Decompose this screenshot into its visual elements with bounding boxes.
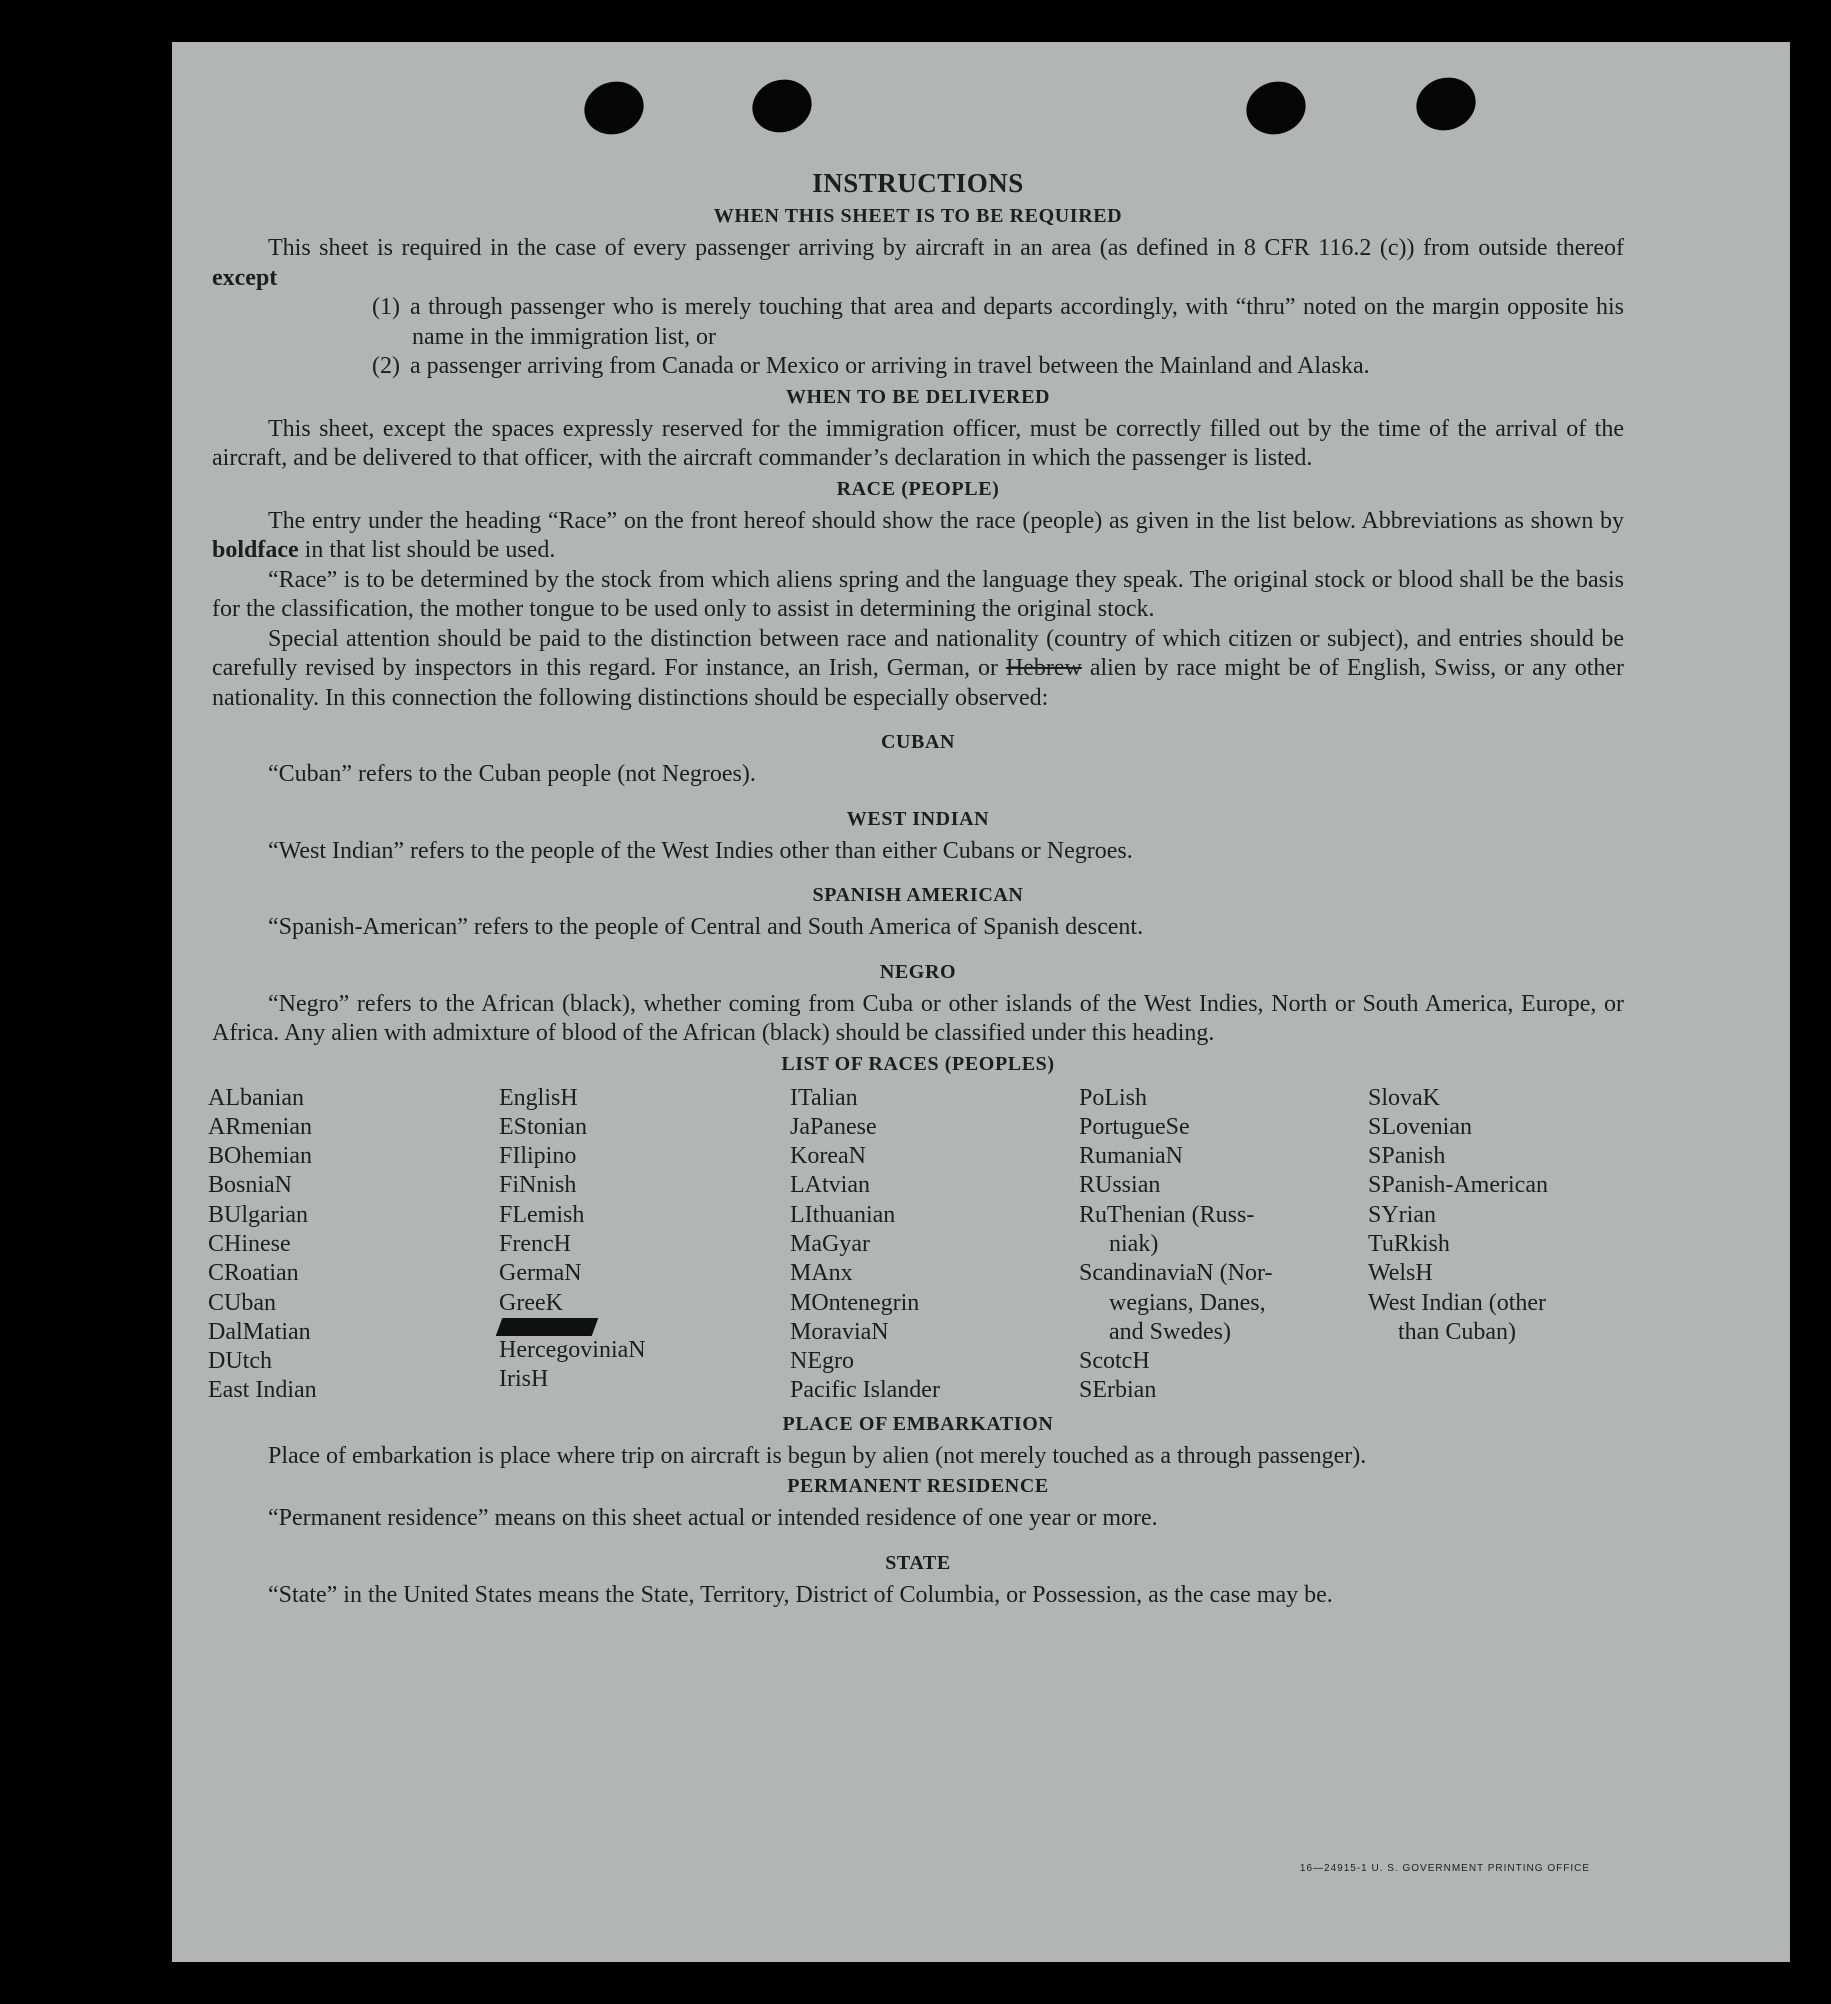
punch-hole (577, 74, 650, 142)
item-text: a passenger arriving from Canada or Mexico or arriving in travel between the Mainland and Alaska. (410, 353, 1370, 379)
paragraph (212, 507, 1624, 566)
paragraph: “West Indian” refers to the people of the West Indies other than either Cubans or Negroes. (268, 837, 1133, 864)
paragraph: “Race” is to be determined by the stock from which aliens spring and the language they speak. The original stock or blood shall be the basis for the classification, the mother tongue to be used only to assist in determining the original stock. (212, 566, 1624, 622)
section-heading: STATE (885, 1551, 951, 1574)
race-entry: than Cuban) (1398, 1318, 1516, 1345)
paragraph: “Spanish-American” refers to the people of Central and South America of Spanish descent. (268, 914, 1144, 940)
race-entry: FrencH (499, 1230, 571, 1257)
section-heading: CUBAN (880, 731, 956, 753)
race-entry: HercegoviniaN (499, 1336, 646, 1363)
race-entry: LIthuanian (790, 1201, 896, 1228)
race-entry: NEgro (790, 1348, 854, 1375)
race-entry: FIlipino (499, 1143, 577, 1170)
race-entry: SlovaK (1368, 1084, 1440, 1111)
race-entry: MaGyar (790, 1230, 870, 1257)
struck-text: Hebrew (1005, 655, 1082, 681)
paragraph: “Permanent residence” means on this sheet actual or intended residence of one year or more. (268, 1505, 1158, 1531)
race-entry: MAnx (790, 1260, 853, 1287)
paragraph: Place of embarkation is place where trip on aircraft is begun by alien (not merely touched as a through passenger). (268, 1442, 1367, 1469)
section-heading: PLACE OF EMBARKATION (782, 1412, 1054, 1435)
race-entry: Pacific Islander (790, 1377, 940, 1404)
print-office-footer: 16—24915-1 U. S. GOVERNMENT PRINTING OFFICE (1299, 1863, 1590, 1874)
item-text: a through passenger who is merely touching that area and departs accordingly, with “thru” noted on the margin opposite his name in the immigration list, or (410, 294, 1624, 350)
race-entry: wegians, Danes, (1109, 1289, 1266, 1316)
race-entry: SYrian (1368, 1201, 1436, 1228)
race-entry: ScotcH (1079, 1348, 1150, 1375)
race-entry: BosniaN (208, 1172, 292, 1199)
race-column (208, 1084, 317, 1406)
race-entry: East Indian (208, 1377, 317, 1404)
race-entry: GermaN (499, 1260, 582, 1287)
race-entry: FLemish (499, 1201, 585, 1228)
race-entry: niak) (1109, 1230, 1159, 1257)
race-column (1079, 1084, 1272, 1406)
race-entry: CRoatian (208, 1260, 299, 1287)
race-entry: PoLish (1079, 1084, 1148, 1111)
item-number: (1) (372, 294, 400, 320)
section-heading: RACE (PEOPLE) (836, 477, 1000, 500)
section-heading: NEGRO (879, 960, 957, 983)
race-entry: West Indian (other (1368, 1289, 1547, 1316)
race-column (790, 1084, 940, 1406)
race-entry: MOntenegrin (790, 1289, 920, 1316)
race-entry: CHinese (208, 1230, 291, 1257)
race-entry: MoraviaN (790, 1318, 889, 1345)
punch-hole (1239, 74, 1312, 142)
redacted-entry (499, 1318, 646, 1336)
page-title: INSTRUCTIONS (812, 168, 1024, 198)
race-entry: EStonian (499, 1113, 587, 1140)
paragraph (212, 234, 1624, 293)
race-entry: BOhemian (208, 1143, 312, 1170)
race-entry: PortugueSe (1079, 1113, 1190, 1140)
list-item (212, 293, 1624, 352)
section-heading: PERMANENT RESIDENCE (787, 1475, 1049, 1497)
race-entry: ALbanian (208, 1084, 304, 1111)
race-entry: DalMatian (208, 1318, 311, 1345)
race-entry: SPanish (1368, 1143, 1446, 1170)
item-number: (2) (372, 353, 400, 379)
race-entry: TuRkish (1368, 1230, 1450, 1257)
race-entry: FiNnish (499, 1172, 577, 1199)
document-body (208, 164, 1625, 1610)
section-heading: SPANISH AMERICAN (812, 884, 1024, 906)
race-entry: IrisH (499, 1366, 549, 1393)
race-column (499, 1084, 646, 1395)
race-entry: KoreaN (790, 1143, 866, 1170)
document-page (172, 42, 1790, 1962)
race-entry: RumaniaN (1079, 1143, 1183, 1170)
list-item (212, 352, 1624, 382)
race-entry: ScandinaviaN (Nor- (1079, 1260, 1273, 1287)
bold-text: except (212, 264, 278, 291)
paragraph-text: Special attention should be paid to the distinction between race and nationality (country of which citizen or subject), and entries should be carefully revised by inspectors in this regard. For instance, an Irish, German, or (212, 625, 1624, 681)
race-entry: BUlgarian (208, 1201, 308, 1228)
race-entry: SErbian (1079, 1377, 1157, 1404)
section-heading: LIST OF RACES (PEOPLES) (781, 1052, 1055, 1075)
section-heading: WHEN TO BE DELIVERED (785, 385, 1051, 408)
race-entry: DUtch (208, 1348, 272, 1375)
race-entry: JaPanese (790, 1113, 877, 1140)
race-entry: CUban (208, 1289, 276, 1316)
race-list (208, 1084, 1624, 1409)
paragraph-text: alien by race might be of English, Swiss, or any other nationality. In this connection the following distinctions should be especially observed: (212, 655, 1625, 711)
paragraph: This sheet, except the spaces expressly reserved for the immigration officer, must be correctly filled out by the time of the arrival of the aircraft, and be delivered to that officer, with the aircraft commander’s declaration in which the passenger is listed. (212, 415, 1624, 471)
race-column (1368, 1084, 1548, 1348)
punch-hole (745, 72, 818, 140)
race-entry: WelsH (1368, 1260, 1433, 1287)
race-entry: RUssian (1079, 1172, 1161, 1199)
race-entry: GreeK (499, 1289, 563, 1316)
paragraph-text: The entry under the heading “Race” on the front hereof should show the race (people) as given in the list below. Abbreviations as shown by (268, 507, 1624, 534)
bold-text: boldface (212, 537, 299, 563)
paragraph-text: This sheet is required in the case of every passenger arriving by aircraft in an area (as defined in 8 CFR 116.2 (c)) from outside thereof (268, 235, 1624, 261)
punch-hole (1409, 70, 1482, 138)
race-entry: SPanish-American (1368, 1172, 1548, 1199)
race-entry: LAtvian (790, 1172, 870, 1199)
race-entry: EnglisH (499, 1084, 578, 1111)
paragraph: “State” in the United States means the State, Territory, District of Columbia, or Possession, as the case may be. (268, 1581, 1333, 1608)
paragraph: “Negro” refers to the African (black), whether coming from Cuba or other islands of the West Indies, North or South America, Europe, or Africa. Any alien with admixture of blood of the African (black) should be classified under this heading. (212, 990, 1624, 1046)
race-entry: ARmenian (208, 1113, 312, 1140)
paragraph: “Cuban” refers to the Cuban people (not Negroes). (268, 761, 756, 787)
section-heading: WHEN THIS SHEET IS TO BE REQUIRED (713, 205, 1123, 227)
race-entry: SLovenian (1368, 1113, 1472, 1140)
paragraph (212, 625, 1624, 714)
race-entry: and Swedes) (1109, 1318, 1231, 1345)
section-heading: WEST INDIAN (846, 807, 990, 830)
race-entry: RuThenian (Russ- (1079, 1201, 1255, 1228)
paragraph-text: in that list should be used. (304, 537, 556, 563)
race-entry: ITalian (790, 1084, 858, 1111)
